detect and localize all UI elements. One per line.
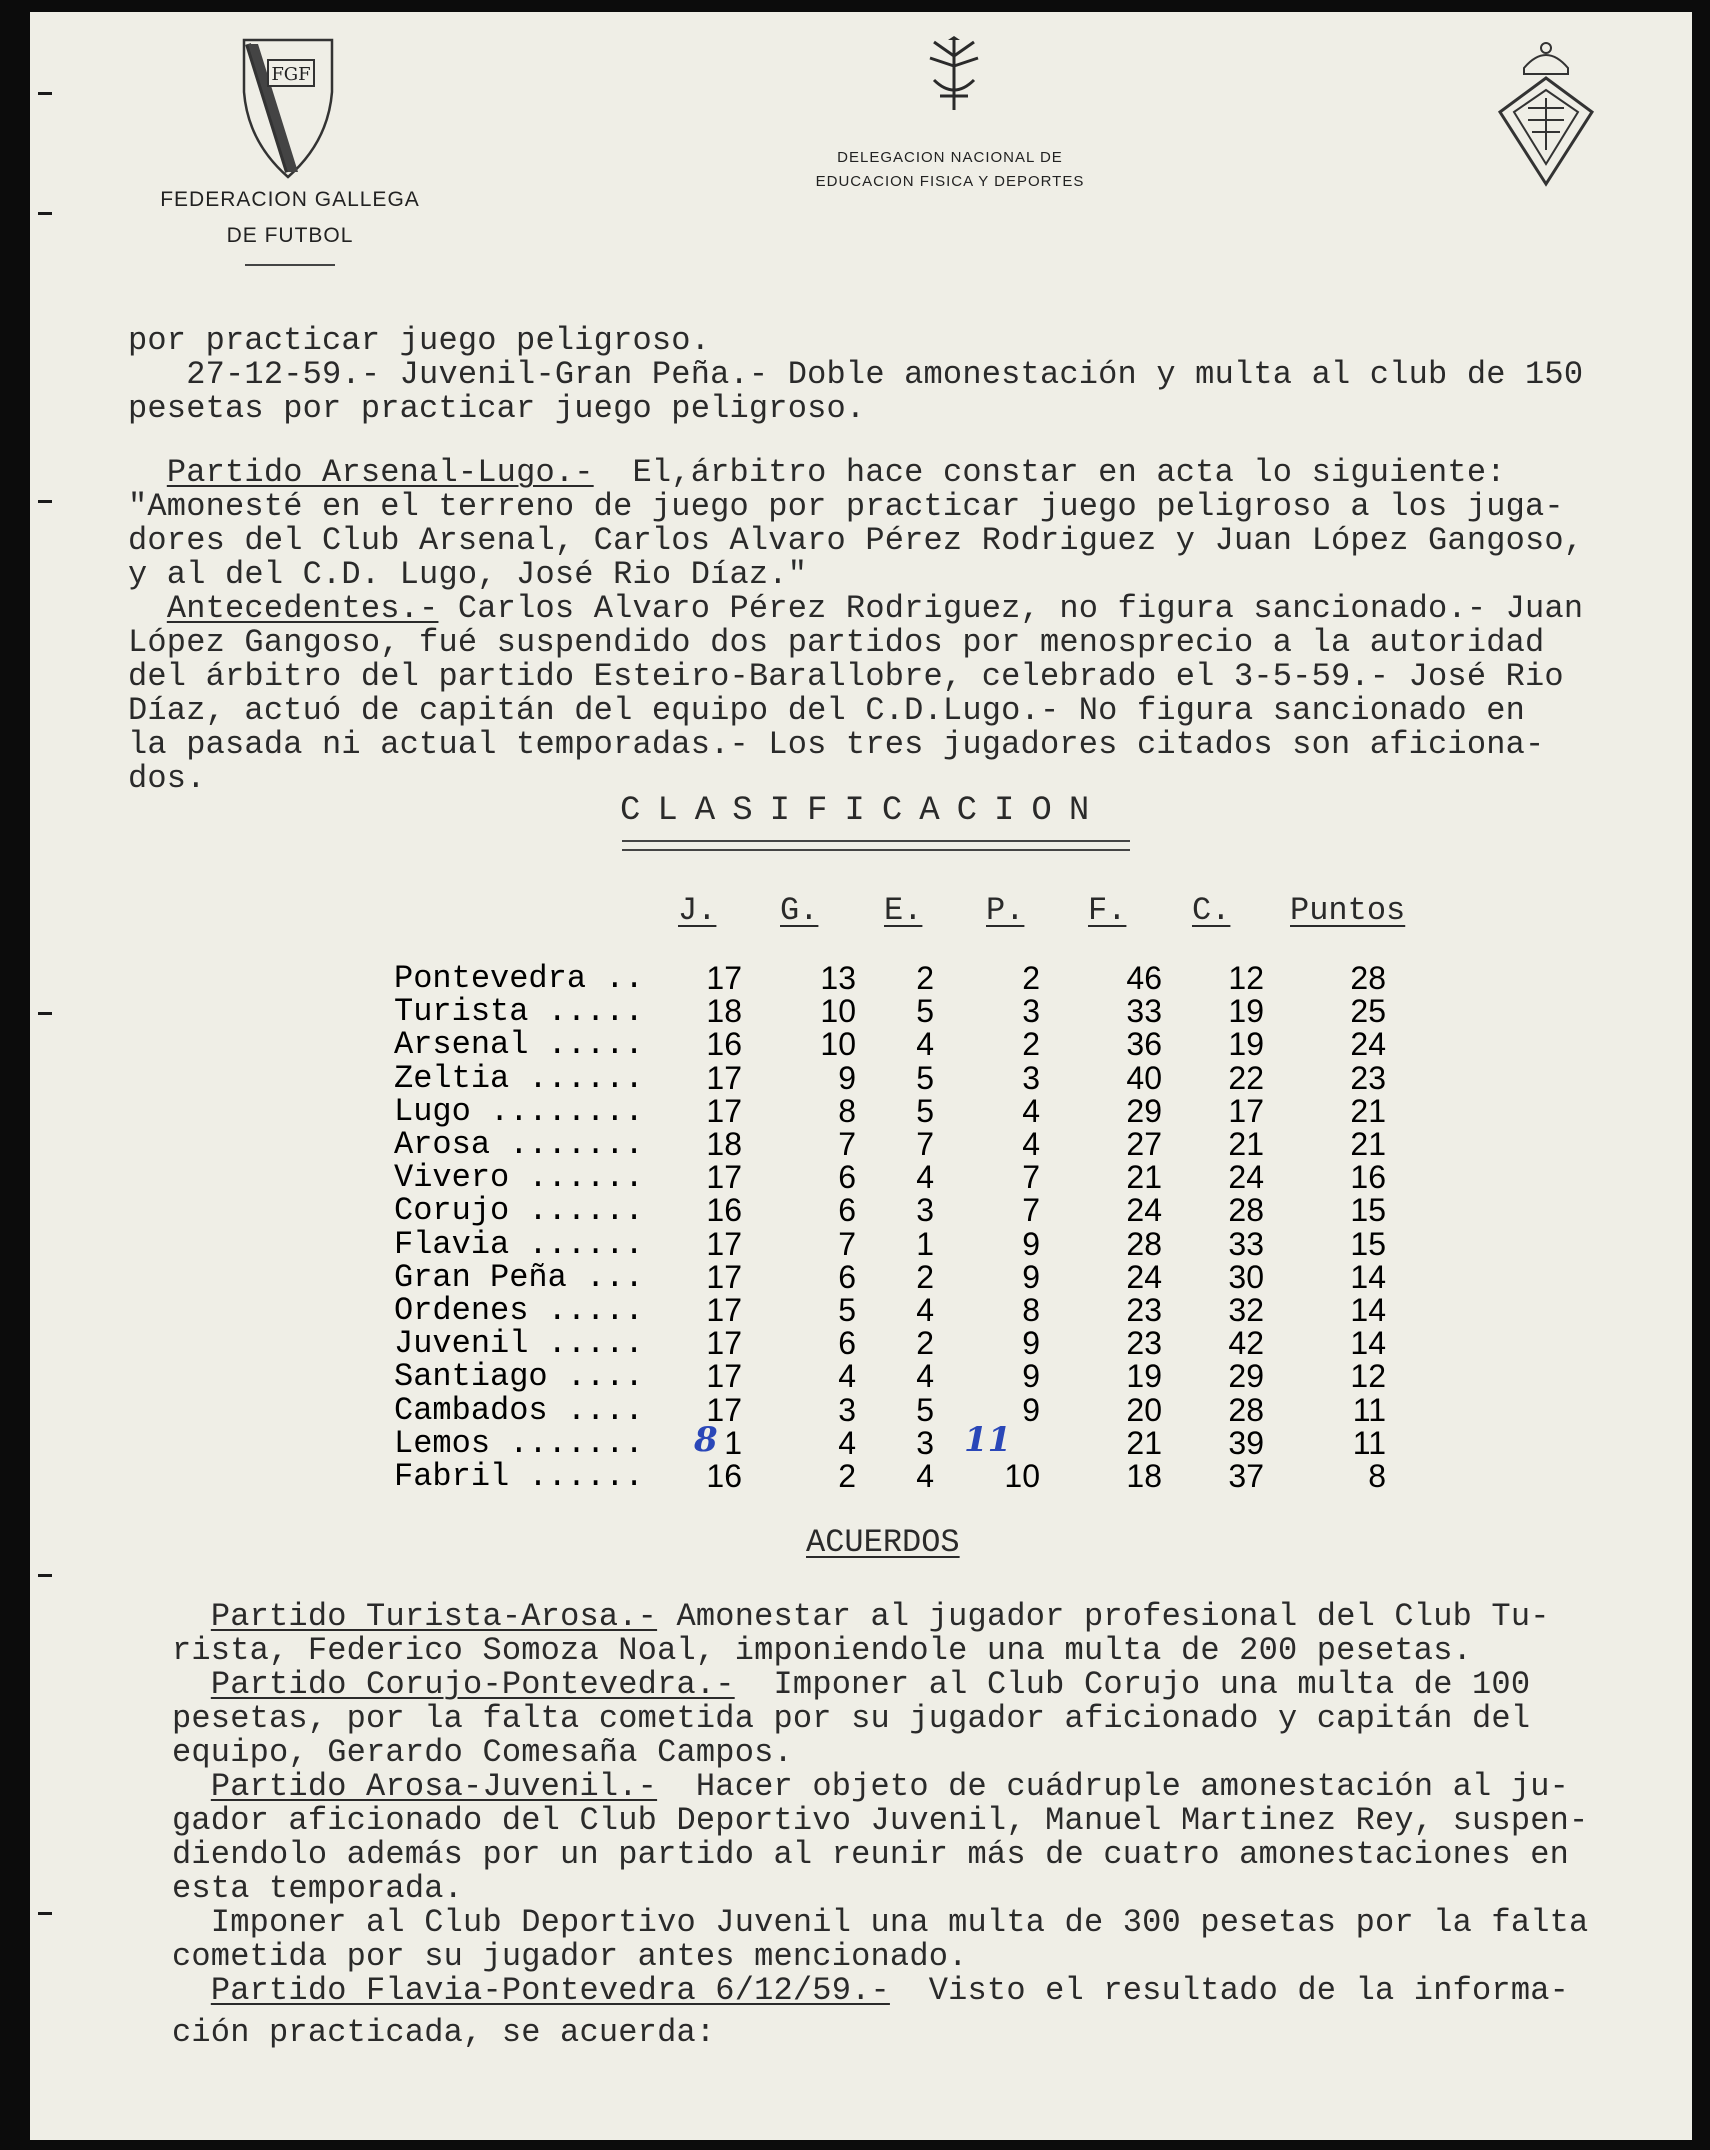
cell-g: 3 (838, 1391, 856, 1428)
cell-pts: 25 (1350, 993, 1386, 1030)
acuerdo-2-paragraph (172, 1668, 1530, 1702)
team-name: Santiago .... (394, 1358, 644, 1396)
team-name: Lugo ........ (394, 1092, 644, 1130)
cell-f: 33 (1126, 993, 1162, 1030)
cell-pts: 8 (1368, 1458, 1386, 1494)
cell-e: 4 (916, 1159, 934, 1196)
cell-j: 16 (706, 1026, 742, 1063)
cell-p: 4 (1022, 1126, 1040, 1162)
binder-hole-mark (38, 1574, 52, 1577)
cell-g: 5 (838, 1292, 856, 1328)
cell-g: 2 (838, 1458, 856, 1494)
cell-pts: 15 (1350, 1192, 1386, 1229)
cell-p: 3 (1022, 993, 1040, 1030)
antecedentes-line-2: López Gangoso, fué suspendido dos partidos por menosprecio a la autoridad (128, 624, 1545, 661)
binder-hole-mark (38, 212, 52, 215)
standings-row (30, 993, 1430, 1031)
acuerdo-3-line-3: diendolo además por un partido al reunir más de cuatro amonestaciones en (172, 1836, 1570, 1873)
cell-e: 4 (916, 1358, 934, 1395)
cell-g: 10 (820, 993, 856, 1030)
arsenal-line-3: dores del Club Arsenal, Carlos Alvaro Pérez Rodriguez y Juan López Gangoso, (128, 522, 1584, 559)
standings-row (30, 1126, 1430, 1163)
hand-correction-lemos-p: 11 (964, 1420, 1012, 1460)
delegacion-line-1: DELEGACION NACIONAL DE (837, 149, 1063, 166)
arsenal-heading: Partido Arsenal-Lugo.- (166, 454, 594, 491)
cell-f: 40 (1126, 1059, 1162, 1096)
standings-row (30, 1325, 1430, 1363)
cell-g: 7 (838, 1126, 856, 1162)
intro-line-3: pesetas por practicar juego peligroso. (128, 390, 866, 427)
cell-f: 21 (1126, 1159, 1162, 1196)
cell-p: 8 (1022, 1292, 1040, 1328)
yoke-arrows-emblem-icon (926, 36, 982, 116)
acuerdo-5-paragraph (172, 1974, 1569, 2008)
hand-correction-lemos-j: 8 (694, 1420, 718, 1460)
cell-e: 5 (916, 1092, 934, 1129)
acuerdo-3-line-2: gador aficionado del Club Deportivo Juvenil, Manuel Martinez Rey, suspen- (172, 1802, 1589, 1839)
federacion-crest-icon (238, 32, 338, 182)
cell-f: 28 (1126, 1225, 1162, 1262)
cell-f: 24 (1126, 1258, 1162, 1295)
col-head-f: F. (1088, 892, 1127, 929)
acuerdo-1-paragraph (172, 1600, 1550, 1634)
team-name: Lemos ....... (394, 1424, 644, 1462)
cell-p: 10 (1004, 1458, 1040, 1494)
cell-pts: 15 (1350, 1225, 1386, 1262)
cell-e: 7 (916, 1126, 934, 1162)
cell-e: 3 (916, 1424, 934, 1461)
cell-f: 23 (1126, 1292, 1162, 1328)
cell-j: 17 (706, 1325, 742, 1362)
cell-c: 28 (1228, 1391, 1264, 1428)
cell-j: 17 (706, 1059, 742, 1096)
cell-j: 17 (706, 1258, 742, 1295)
cell-pts: 11 (1352, 1424, 1386, 1461)
intro-line-1: por practicar juego peligroso. (128, 322, 711, 359)
standings-row (30, 1458, 1430, 1495)
cell-j: 17 (706, 1092, 742, 1129)
team-name: Vivero ...... (394, 1159, 644, 1197)
acuerdo-1-line-2: rista, Federico Somoza Noal, imponiendole una multa de 200 pesetas. (172, 1632, 1473, 1669)
cell-e: 5 (916, 1059, 934, 1096)
acuerdo-4-line-1: Imponer al Club Deportivo Juvenil una multa de 300 pesetas por la falta (172, 1904, 1589, 1941)
cell-pts: 23 (1350, 1059, 1386, 1096)
cell-c: 37 (1228, 1458, 1264, 1494)
standings-row (30, 1424, 1430, 1462)
cell-g: 13 (820, 960, 856, 996)
cell-p: 9 (1022, 1391, 1040, 1428)
cell-e: 5 (916, 993, 934, 1030)
cell-j: 18 (706, 993, 742, 1030)
cell-f: 21 (1126, 1424, 1162, 1461)
cell-c: 42 (1228, 1325, 1264, 1362)
team-name: Corujo ...... (394, 1192, 644, 1230)
acuerdo-2-heading: Partido Corujo-Pontevedra.- (210, 1666, 735, 1703)
cell-c: 12 (1228, 960, 1264, 996)
cell-p: 9 (1022, 1358, 1040, 1395)
arsenal-paragraph (128, 456, 1506, 490)
col-head-e: E. (884, 892, 923, 929)
federation-line-1: FEDERACION GALLEGA (160, 188, 420, 211)
cell-p: 2 (1022, 1026, 1040, 1063)
cell-p: 2 (1022, 960, 1040, 996)
cell-g: 6 (838, 1258, 856, 1295)
acuerdo-1-line-1-rest: Amonestar al jugador profesional del Club Tu- (657, 1598, 1550, 1635)
delegacion-line-2: EDUCACION FISICA Y DEPORTES (815, 173, 1085, 190)
cell-j: 18 (706, 1126, 742, 1162)
cell-j: 17 (706, 1391, 742, 1428)
cell-g: 6 (838, 1325, 856, 1362)
cell-c: 19 (1228, 1026, 1264, 1063)
cell-f: 24 (1126, 1192, 1162, 1229)
col-head-p: P. (986, 892, 1025, 929)
team-name: Fabril ...... (394, 1458, 644, 1495)
cell-e: 2 (916, 960, 934, 996)
cell-c: 22 (1228, 1059, 1264, 1096)
arsenal-line-2: "Amonesté en el terreno de juego por practicar juego peligroso a los juga- (128, 488, 1564, 525)
acuerdo-3-heading: Partido Arosa-Juvenil.- (210, 1768, 658, 1805)
cell-f: 27 (1126, 1126, 1162, 1162)
antecedentes-line-6: dos. (128, 760, 206, 797)
cell-p: 7 (1022, 1159, 1040, 1196)
cell-pts: 16 (1350, 1159, 1386, 1196)
binder-hole-mark (38, 92, 52, 95)
standings-row (30, 1159, 1430, 1197)
cell-f: 36 (1126, 1026, 1162, 1063)
cell-e: 2 (916, 1325, 934, 1362)
cell-f: 29 (1126, 1092, 1162, 1129)
team-name: Turista ..... (394, 993, 644, 1031)
cell-c: 33 (1228, 1225, 1264, 1262)
cell-c: 28 (1228, 1192, 1264, 1229)
cell-j: 16 (706, 1192, 742, 1229)
acuerdo-5-line-2: ción practicada, se acuerda: (172, 2014, 716, 2051)
cell-g: 10 (820, 1026, 856, 1063)
delegacion-name (790, 146, 1110, 194)
acuerdo-2-line-1-rest: Imponer al Club Corujo una multa de 100 (734, 1666, 1531, 1703)
cell-e: 5 (916, 1391, 934, 1428)
cell-e: 4 (916, 1458, 934, 1494)
cell-g: 6 (838, 1159, 856, 1196)
cell-pts: 14 (1350, 1292, 1386, 1328)
cell-c: 17 (1228, 1092, 1264, 1129)
cell-j: 17 (706, 1159, 742, 1196)
antecedentes-line-4: Díaz, actuó de capitán del equipo del C.D.Lugo.- No figura sancionado en (128, 692, 1526, 729)
cell-e: 4 (916, 1026, 934, 1063)
col-head-j: J. (678, 892, 717, 929)
cell-j: 17 (706, 1225, 742, 1262)
cell-c: 32 (1228, 1292, 1264, 1328)
standings-row (30, 1391, 1430, 1429)
acuerdo-5-line-1-rest: Visto el resultado de la informa- (889, 1972, 1570, 2009)
federation-name (130, 182, 450, 266)
cell-c: 30 (1228, 1258, 1264, 1295)
cell-g: 4 (838, 1358, 856, 1395)
cell-g: 9 (838, 1059, 856, 1096)
cell-e: 3 (916, 1192, 934, 1229)
cell-f: 23 (1126, 1325, 1162, 1362)
standings-row (30, 1192, 1430, 1230)
national-crest-icon (1494, 38, 1598, 188)
document-page (30, 12, 1692, 2140)
cell-j: 17 (706, 1292, 742, 1328)
team-name: Flavia ...... (394, 1225, 644, 1263)
cell-p: 9 (1022, 1325, 1040, 1362)
cell-e: 1 (916, 1225, 934, 1262)
standings-row (30, 1092, 1430, 1130)
acuerdo-3-line-1-rest: Hacer objeto de cuádruple amonestación al ju- (657, 1768, 1570, 1805)
cell-pts: 14 (1350, 1325, 1386, 1362)
cell-c: 39 (1228, 1424, 1264, 1461)
clasificacion-title: CLASIFICACION (620, 792, 1107, 830)
col-head-c: C. (1192, 892, 1231, 929)
cell-p: 9 (1022, 1225, 1040, 1262)
acuerdo-3-paragraph (172, 1770, 1569, 1804)
acuerdo-2-line-3: equipo, Gerardo Comesaña Campos. (172, 1734, 793, 1771)
cell-p: 3 (1022, 1059, 1040, 1096)
svg-text:FGF: FGF (271, 64, 311, 85)
federation-line-2: DE FUTBOL (226, 224, 354, 247)
cell-g: 6 (838, 1192, 856, 1229)
acuerdos-title: ACUERDOS (806, 1524, 960, 1561)
cell-f: 19 (1126, 1358, 1162, 1395)
cell-p: 4 (1022, 1092, 1040, 1129)
standings-row (30, 1358, 1430, 1396)
cell-p: 9 (1022, 1258, 1040, 1295)
cell-pts: 28 (1350, 960, 1386, 996)
acuerdo-4-line-2: cometida por su jugador antes mencionado. (172, 1938, 968, 1975)
cell-c: 24 (1228, 1159, 1264, 1196)
standings-row (30, 1059, 1430, 1097)
standings-row (30, 960, 1430, 997)
standings-row (30, 1258, 1430, 1296)
acuerdo-3-line-4: esta temporada. (172, 1870, 464, 1907)
col-head-g: G. (780, 892, 819, 929)
cell-g: 8 (838, 1092, 856, 1129)
standings-row (30, 1225, 1430, 1263)
cell-pts: 14 (1350, 1258, 1386, 1295)
cell-e: 2 (916, 1258, 934, 1295)
binder-hole-mark (38, 1912, 52, 1915)
acuerdo-1-heading: Partido Turista-Arosa.- (210, 1598, 658, 1635)
clasificacion-double-rule (622, 840, 1130, 851)
standings-row (30, 1292, 1430, 1329)
team-name: Zeltia ...... (394, 1059, 644, 1097)
cell-pts: 12 (1350, 1358, 1386, 1395)
standings-row (30, 1026, 1430, 1064)
cell-pts: 21 (1350, 1126, 1386, 1162)
acuerdo-2-line-2: pesetas, por la falta cometida por su jugador aficionado y capitán del (172, 1700, 1531, 1737)
cell-pts: 24 (1350, 1026, 1386, 1063)
cell-j: 17 (706, 960, 742, 996)
binder-hole-mark (38, 500, 52, 503)
cell-c: 21 (1228, 1126, 1264, 1162)
antecedentes-heading: Antecedentes.- (166, 590, 439, 627)
cell-pts: 11 (1352, 1391, 1386, 1428)
team-name: Juvenil ..... (394, 1325, 644, 1363)
antecedentes-line-3: del árbitro del partido Esteiro-Barallobre, celebrado el 3-5-59.- José Rio (128, 658, 1564, 695)
team-name: Gran Peña ... (394, 1258, 644, 1296)
cell-c: 29 (1228, 1358, 1264, 1395)
team-name: Arosa ....... (394, 1126, 644, 1163)
cell-g: 4 (838, 1424, 856, 1461)
team-name: Arsenal ..... (394, 1026, 644, 1064)
cell-f: 18 (1126, 1458, 1162, 1494)
cell-p: 7 (1022, 1192, 1040, 1229)
intro-line-2: 27-12-59.- Juvenil-Gran Peña.- Doble amonestación y multa al club de 150 (128, 356, 1584, 393)
cell-f: 46 (1126, 960, 1162, 996)
cell-c: 19 (1228, 993, 1264, 1030)
cell-j: 16 (706, 1458, 742, 1494)
arsenal-line-1-rest: El,árbitro hace constar en acta lo siguiente: (593, 454, 1506, 491)
arsenal-line-4: y al del C.D. Lugo, José Rio Díaz." (128, 556, 808, 593)
col-head-puntos: Puntos (1290, 892, 1406, 929)
cell-e: 4 (916, 1292, 934, 1328)
team-name: Cambados .... (394, 1391, 644, 1429)
antecedentes-line-1-rest: Carlos Alvaro Pérez Rodriguez, no figura sancionado.- Juan (438, 590, 1584, 627)
cell-j: 17 (706, 1358, 742, 1395)
cell-pts: 21 (1350, 1092, 1386, 1129)
header-divider (245, 264, 335, 266)
cell-j: 1 (724, 1424, 742, 1461)
team-name: Ordenes ..... (394, 1292, 644, 1329)
cell-f: 20 (1126, 1391, 1162, 1428)
antecedentes-line-5: la pasada ni actual temporadas.- Los tres jugadores citados son aficiona- (128, 726, 1545, 763)
binder-hole-mark (38, 1012, 52, 1015)
team-name: Pontevedra .. (394, 960, 644, 997)
antecedentes-paragraph (128, 592, 1583, 626)
cell-g: 7 (838, 1225, 856, 1262)
acuerdo-5-heading: Partido Flavia-Pontevedra 6/12/59.- (210, 1972, 890, 2009)
